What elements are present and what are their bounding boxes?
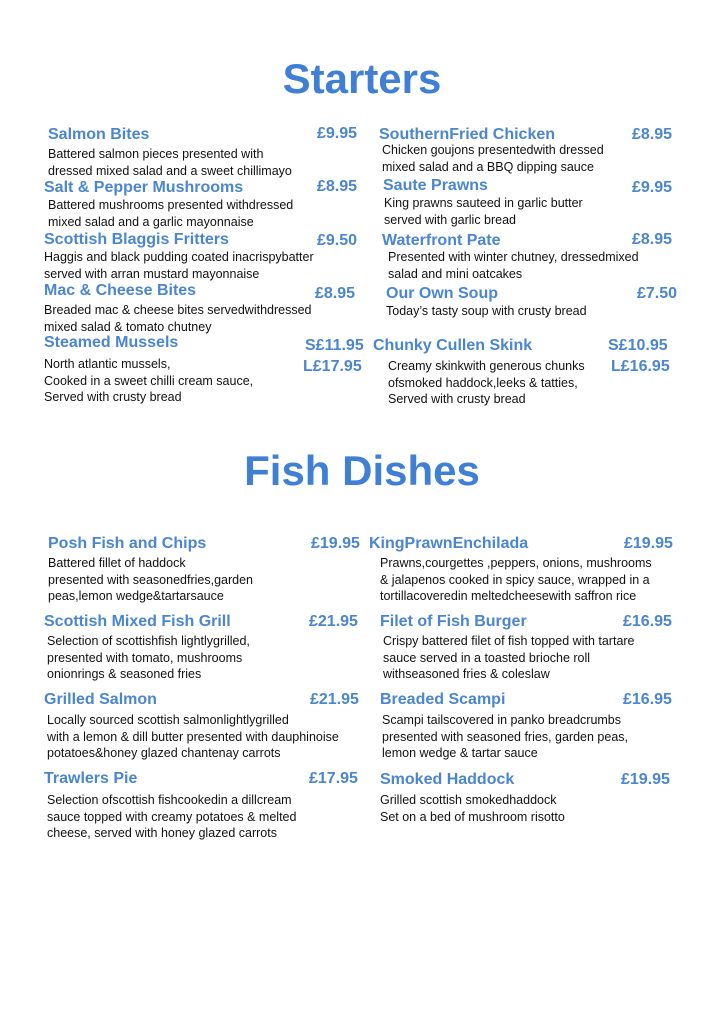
menu-item-description-line: Set on a bed of mushroom risotto <box>380 809 565 824</box>
menu-item-description <box>388 249 639 282</box>
menu-item-name: Mac & Cheese Bites <box>44 282 197 299</box>
menu-item-description-line: Today’s tasty soup with crusty bread <box>386 304 587 318</box>
menu-item-description-line: Grilled scottish smokedhaddock <box>380 793 557 807</box>
menu-item-description-line: lemon wedge & tartar sauce <box>382 746 538 760</box>
menu-item-description <box>44 356 253 406</box>
menu-item-description-line: & jalapenos cooked in spicy sauce, wrapped in a <box>380 572 650 587</box>
menu-item-description-line: cheese, served with honey glazed carrots <box>47 826 277 840</box>
menu-item-description-line: Battered salmon pieces presented with <box>48 147 264 161</box>
menu-item-description <box>386 303 587 320</box>
menu-item-description <box>383 633 635 683</box>
menu-item-description <box>388 358 585 408</box>
menu-item-price-large: L£17.95 <box>303 358 362 375</box>
menu-item-description-line: sauce served in a toasted brioche roll <box>383 650 591 665</box>
menu-item-name: Grilled Salmon <box>44 691 157 708</box>
menu-item-name: Scottish Mixed Fish Grill <box>44 613 231 630</box>
menu-item-description-line: dressed mixed salad and a sweet chillimayo <box>48 163 292 178</box>
menu-item-description-line: presented with seasoned fries, garden peas, <box>382 729 628 744</box>
menu-item-description <box>47 633 250 683</box>
section-title-fish-dishes: Fish Dishes <box>244 447 480 494</box>
menu-item-description-line: Creamy skinkwith generous chunks <box>388 359 585 373</box>
menu-item-price: £16.95 <box>623 691 672 708</box>
menu-item-name: Trawlers Pie <box>44 770 138 787</box>
menu-item-description-line: ofsmoked haddock,leeks & tatties, <box>388 375 578 390</box>
menu-item-description-line: Battered fillet of haddock <box>48 556 186 570</box>
menu-item-description-line: Served with crusty bread <box>44 390 182 404</box>
menu-item-price: £9.95 <box>317 125 358 142</box>
menu-item-name: Steamed Mussels <box>44 334 179 351</box>
menu-item-description-line: Presented with winter chutney, dressedmixed <box>388 250 639 264</box>
menu-item-description-line: Scampi tailscovered in panko breadcrumbs <box>382 713 622 727</box>
menu-item-description-line: Served with crusty bread <box>388 392 526 406</box>
menu-item-price: £8.95 <box>632 231 673 248</box>
menu-item-description <box>44 302 312 335</box>
menu-item-price: £8.95 <box>632 126 673 143</box>
menu-item-description-line: North atlantic mussels, <box>44 357 171 371</box>
menu-item-description <box>384 195 583 228</box>
menu-item-description <box>47 792 296 842</box>
menu-item-description-line: tortillacoveredin meltedcheesewith saffron rice <box>380 589 637 603</box>
menu-item-description <box>382 712 628 762</box>
menu-item-price: S£11.95 <box>305 337 364 354</box>
menu-item-description-line: Crispy battered filet of fish topped with tartare <box>383 634 635 648</box>
menu-item-price: £8.95 <box>315 285 356 302</box>
menu-item-name: Smoked Haddock <box>380 771 515 788</box>
menu-item-price: £19.95 <box>621 771 670 788</box>
menu-item-name: Saute Prawns <box>383 177 488 194</box>
menu-item-price: £9.50 <box>317 232 358 249</box>
menu-item-description <box>47 712 339 762</box>
menu-item-description-line: presented with tomato, mushrooms <box>47 650 243 665</box>
menu-item-description-line: salad and mini oatcakes <box>388 266 523 281</box>
menu-item-description-line: peas,lemon wedge&tartarsauce <box>48 589 224 603</box>
menu-item-price: £19.95 <box>311 535 360 552</box>
menu-item-description-line: sauce topped with creamy potatoes & melted <box>47 809 297 824</box>
menu-item-description <box>382 142 604 175</box>
menu-item-description-line: mixed salad & tomato chutney <box>44 319 212 334</box>
menu-item-description <box>48 197 293 230</box>
menu-item-name: Breaded Scampi <box>380 691 506 708</box>
section-title-starters: Starters <box>282 55 442 102</box>
menu-item-name: KingPrawnEnchilada <box>369 535 529 552</box>
menu-item-price: £21.95 <box>310 691 359 708</box>
menu-item-name: SouthernFried Chicken <box>379 126 556 143</box>
menu-item-name: Posh Fish and Chips <box>48 535 207 552</box>
menu-item-description-line: presented with seasonedfries,garden <box>48 572 253 587</box>
menu-item-description <box>48 146 292 179</box>
menu-item-name: Salmon Bites <box>48 126 150 143</box>
menu-item-description-line: Breaded mac & cheese bites servedwithdressed <box>44 303 312 317</box>
menu-item-name: Our Own Soup <box>386 285 498 302</box>
menu-item-price: £9.95 <box>632 179 673 196</box>
menu-item-description <box>48 555 253 605</box>
menu-item-description-line: onionrings & seasoned fries <box>47 667 202 681</box>
menu-item-description <box>44 249 314 282</box>
menu-item-description-line: mixed salad and a garlic mayonnaise <box>48 214 254 229</box>
menu-item-description-line: Chicken goujons presentedwith dressed <box>382 143 604 157</box>
menu-item-description <box>380 792 565 825</box>
menu-item-description-line: Cooked in a sweet chilli cream sauce, <box>44 373 254 388</box>
menu-item-price: £16.95 <box>623 613 672 630</box>
menu-item-price: £21.95 <box>309 613 358 630</box>
menu-item-name: Scottish Blaggis Fritters <box>44 231 229 248</box>
menu-item-price: £8.95 <box>317 178 358 195</box>
menu-item-name: Filet of Fish Burger <box>380 613 527 630</box>
menu-item-description-line: King prawns sauteed in garlic butter <box>384 196 583 210</box>
menu-item-description-line: Locally sourced scottish salmonlightlygrilled <box>47 713 289 727</box>
menu-item-description-line: Haggis and black pudding coated inacrispybatter <box>44 250 314 264</box>
menu-item-description-line: Prawns,courgettes ,peppers, onions, mushrooms <box>380 556 652 570</box>
menu-item-price: £17.95 <box>309 770 358 787</box>
menu-item-price: £19.95 <box>624 535 673 552</box>
menu-item-description-line: served with garlic bread <box>384 212 517 227</box>
menu-item-price: £7.50 <box>637 285 678 302</box>
menu-item-description-line: Battered mushrooms presented withdressed <box>48 198 294 212</box>
menu-item-description-line: served with arran mustard mayonnaise <box>44 266 260 281</box>
menu-item-description-line: mixed salad and a BBQ dipping sauce <box>382 159 594 174</box>
menu-item-price: S£10.95 <box>608 337 668 354</box>
menu-item-description <box>380 555 652 605</box>
menu-item-description-line: Selection of scottishfish lightlygrilled, <box>47 634 250 648</box>
menu-item-description-line: Selection ofscottish fishcookedin a dillcream <box>47 793 292 807</box>
menu-item-description-line: with a lemon & dill butter presented with dauphinoise <box>47 729 339 744</box>
menu-item-description-line: withseasoned fries & coleslaw <box>383 667 550 681</box>
menu-item-name: Chunky Cullen Skink <box>373 337 533 354</box>
menu-item-name: Waterfront Pate <box>382 232 501 249</box>
menu-item-name: Salt & Pepper Mushrooms <box>44 179 244 196</box>
menu-item-description-line: potatoes&honey glazed chantenay carrots <box>47 746 281 760</box>
menu-item-price-large: L£16.95 <box>611 358 670 375</box>
